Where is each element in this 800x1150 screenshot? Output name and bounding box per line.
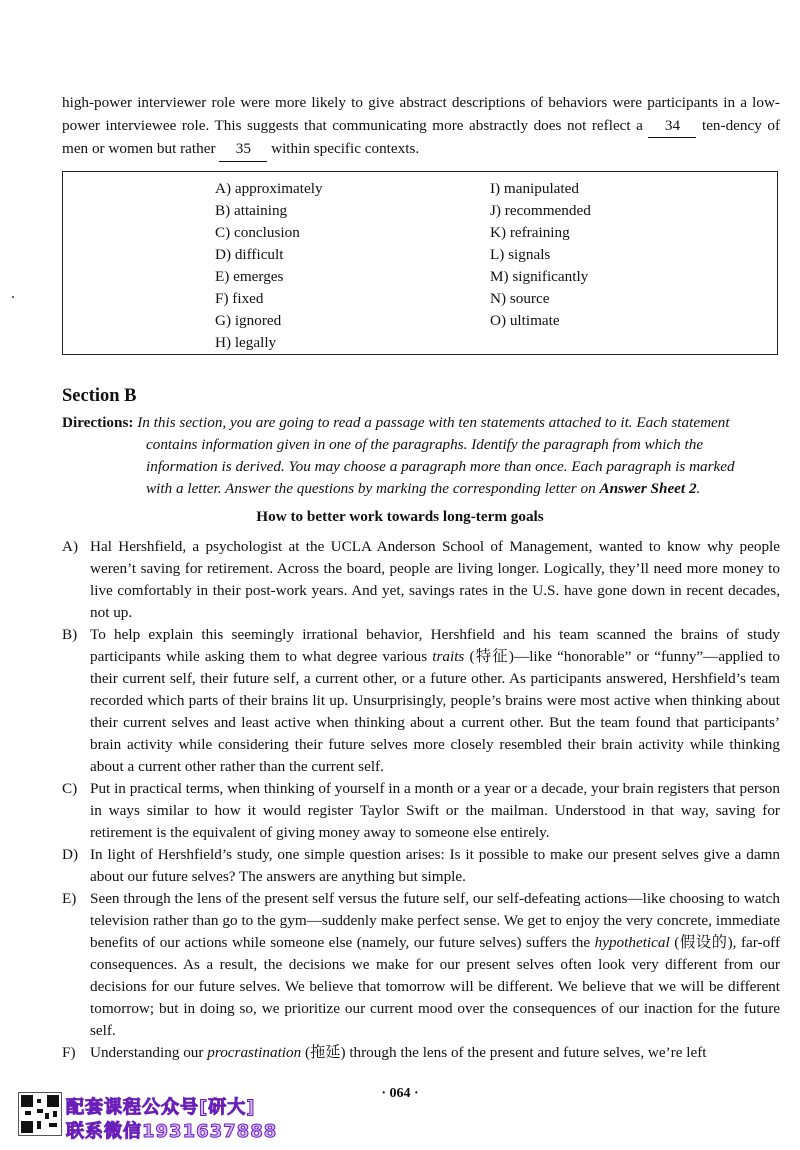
paragraph-d: D) In light of Hershfield’s study, one simple question arises: Is it possible to make our present selves give a damn about our future selves? The answers are anything but simple. xyxy=(62,846,780,885)
glossed-term: traits xyxy=(432,648,465,665)
paragraph-letter: B) xyxy=(62,626,78,643)
intro-paragraph: high-power interviewer role were more likely to give abstract descriptions of behaviors were participants in a low-power interviewee role. This suggests that communicating more abstractly does not reflect a 34 ten-dency of men or women but rather 35 within specific contexts. xyxy=(62,92,780,162)
paragraph-letter: D) xyxy=(62,846,79,863)
page-number: · 064 · xyxy=(381,1086,419,1101)
paragraph-letter: F) xyxy=(62,1044,76,1061)
word-option: L) signals xyxy=(490,246,551,263)
qr-code-icon xyxy=(18,1092,62,1136)
paragraph-letter: A) xyxy=(62,538,79,555)
word-option: H) legally xyxy=(215,334,277,351)
glossed-term: hypothetical xyxy=(594,934,670,951)
directions-label: Directions: xyxy=(62,414,134,431)
word-option: A) approximately xyxy=(215,180,323,197)
blank-35: 35 xyxy=(219,138,267,162)
paragraph-e: E) Seen through the lens of the present self versus the future self, our self-defeating actions—like choosing to watch television rather than go to the gym—suddenly make perfect sense. We get to enjoy the very concrete, immediate benefits of our actions while someone else (namely, our future selves) suffers the hypothetical (假设的), far-off consequences. As a result, the decisions we make for our present selves often look very different from our decisions for our future selves. We believe that tomorrow will be different. We believe that we will be different tomorrow; but in doing so, we prioritize our current mood over the consequences of our inaction for the future self. xyxy=(62,890,781,1039)
word-option: F) fixed xyxy=(215,290,264,307)
gloss: (特征) xyxy=(469,648,514,665)
gloss: (拖延) xyxy=(305,1044,346,1061)
word-option: K) refraining xyxy=(490,224,570,241)
word-option: G) ignored xyxy=(215,312,282,329)
paragraph-a: A) Hal Hershfield, a psychologist at the UCLA Anderson School of Management, wanted to know why people weren’t saving for retirement. Across the board, people are living longer. Logically, they’ll need more money to live comfortably in their post-work years. And yet, savings rates in the U.S. have gone down in recent decades, not up. xyxy=(62,538,780,621)
paragraph-c: C) Put in practical terms, when thinking of yourself in a month or a year or a decade, your brain registers that person in ways similar to how it would register Taylor Swift or the mailman. Understood in that way, saving for retirement is the equivalent of giving money away to someone else entirely. xyxy=(62,780,780,841)
passage-title: How to better work towards long-term goals xyxy=(256,508,544,525)
word-bank-box xyxy=(62,171,778,355)
directions: Directions: In this section, you are going to read a passage with ten statements attached to it. Each statement contains information given in one of the paragraphs. Identify the paragraph from which the information is derived. You may choose a paragraph more than once. Each paragraph is marked with a letter. Answer the questions by marking the corresponding letter on Answer Sheet 2. xyxy=(62,414,735,497)
promo-watermark-line1: 配套课程公众号[研大] xyxy=(66,1097,256,1118)
word-option: O) ultimate xyxy=(490,312,560,329)
word-bank-left-column xyxy=(215,178,323,354)
word-option: B) attaining xyxy=(215,202,288,219)
gloss: (假设的) xyxy=(674,934,733,951)
word-option: E) emerges xyxy=(215,268,284,285)
promo-watermark-line2: 联系微信1931637888 xyxy=(66,1121,278,1142)
paragraph-b: B) To help explain this seemingly irrational behavior, Hershfield and his team scanned the brains of study participants while asking them to what degree various traits (特征)—like “honorable” or “funny”—applied to their current self, their future self, a current other, or a future other. As participants answered, Hershfield’s team recorded which parts of their brains lit up. Unsurprisingly, people’s brains were most active when thinking about their current selves and least active when thinking about a current other. But the team found that participants’ brain activity while considering their future selves more closely resembled their brain activity while thinking about a current other rather than the current self. xyxy=(62,626,780,775)
word-option: I) manipulated xyxy=(490,180,579,197)
paragraph-f: F) Understanding our procrastination (拖延) through the lens of the present and future selves, we’re left xyxy=(62,1042,780,1064)
glossed-term: procrastination xyxy=(207,1044,302,1061)
blank-34: 34 xyxy=(648,115,696,139)
word-option: M) significantly xyxy=(490,268,589,285)
section-heading: Section B xyxy=(62,386,137,406)
word-option: J) recommended xyxy=(490,202,591,219)
word-bank-right-column xyxy=(490,178,591,332)
paragraph-letter: E) xyxy=(62,890,77,907)
stray-mark xyxy=(12,296,14,298)
word-option: N) source xyxy=(490,290,550,307)
word-option: D) difficult xyxy=(215,246,284,263)
passage-body xyxy=(62,536,780,1064)
word-option: C) conclusion xyxy=(215,224,300,241)
answer-sheet-ref: Answer Sheet 2 xyxy=(599,480,697,497)
paragraph-letter: C) xyxy=(62,780,78,797)
